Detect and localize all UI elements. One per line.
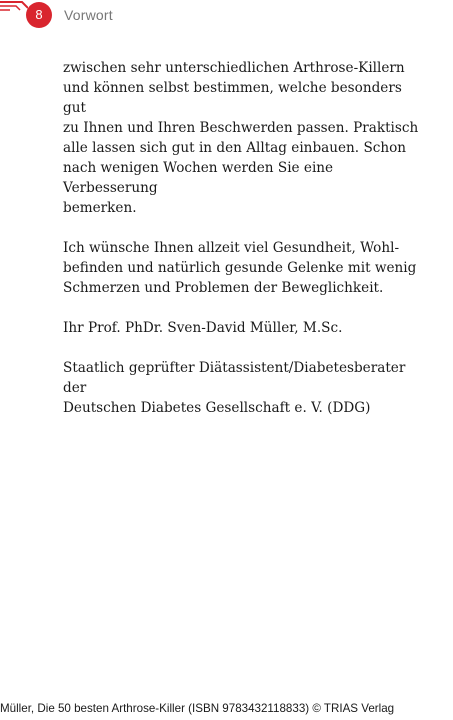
body-paragraph: Ich wünsche Ihnen allzeit viel Gesundheit, Wohl- befinden und natürlich gesunde Gelenke mit wenig Schmerzen und Problemen der Beweglichkeit.	[63, 240, 417, 296]
red-corner-decoration-icon	[0, 0, 28, 14]
page-header	[0, 0, 453, 32]
section-title: Vorwort	[64, 7, 113, 23]
page-number-badge: 8	[26, 2, 52, 28]
body-paragraph: zwischen sehr unterschiedlichen Arthrose-Killern und können selbst bestimmen, welche besonders gut zu Ihnen und Ihren Beschwerden passen. Praktisch alle lassen sich gut in den Alltag einbauen. Schon nach wenigen Wochen werden Sie eine Verbesserung bemerken.	[63, 60, 419, 216]
footer-citation: Müller, Die 50 besten Arthrose-Killer (ISBN 9783432118833) © TRIAS Verlag	[0, 702, 395, 715]
author-signature: Ihr Prof. PhDr. Sven-David Müller, M.Sc.	[63, 320, 343, 336]
author-credentials: Staatlich geprüfter Diätassistent/Diabetesberater der Deutschen Diabetes Gesellschaft e. V. (DDG)	[63, 360, 406, 416]
body-text	[63, 58, 423, 438]
